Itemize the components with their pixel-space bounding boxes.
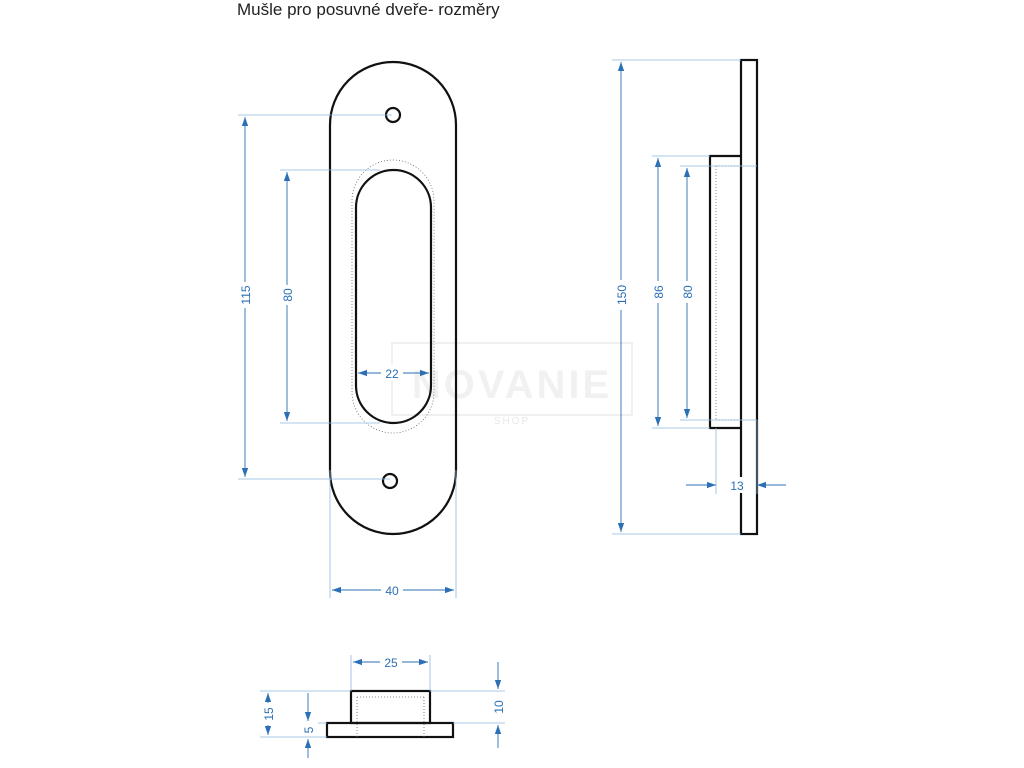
dim-side-grip-outer: 86 [652,285,666,299]
front-outline [330,62,456,534]
side-view [611,60,786,534]
dim-bottom-total-height: 15 [262,707,276,721]
bottom-view [258,654,508,758]
side-plate [741,60,757,534]
dim-side-depth: 13 [730,479,744,493]
side-grip-body [710,156,741,428]
watermark-sub: SHOP [493,416,531,427]
watermark-brand: NOVANIE [411,363,613,407]
dim-bottom-plate-height: 5 [302,726,316,734]
dim-front-width: 40 [385,584,399,598]
bottom-plate [327,723,453,737]
dim-front-grip-width: 22 [385,367,399,381]
dim-side-total-height: 150 [615,284,629,306]
dim-front-grip-height: 80 [281,288,295,302]
drawing-title: Mušle pro posuvné dveře- rozměry [237,0,500,19]
dim-front-total-height: 115 [239,285,253,305]
bottom-grip-body [351,691,430,723]
dim-bottom-grip-height: 10 [492,700,506,714]
watermark [392,343,632,427]
front-screw-hole-bottom [383,474,397,488]
dim-side-grip-inner: 80 [681,285,695,299]
dim-bottom-grip-width: 25 [384,656,398,670]
front-view [235,62,456,598]
